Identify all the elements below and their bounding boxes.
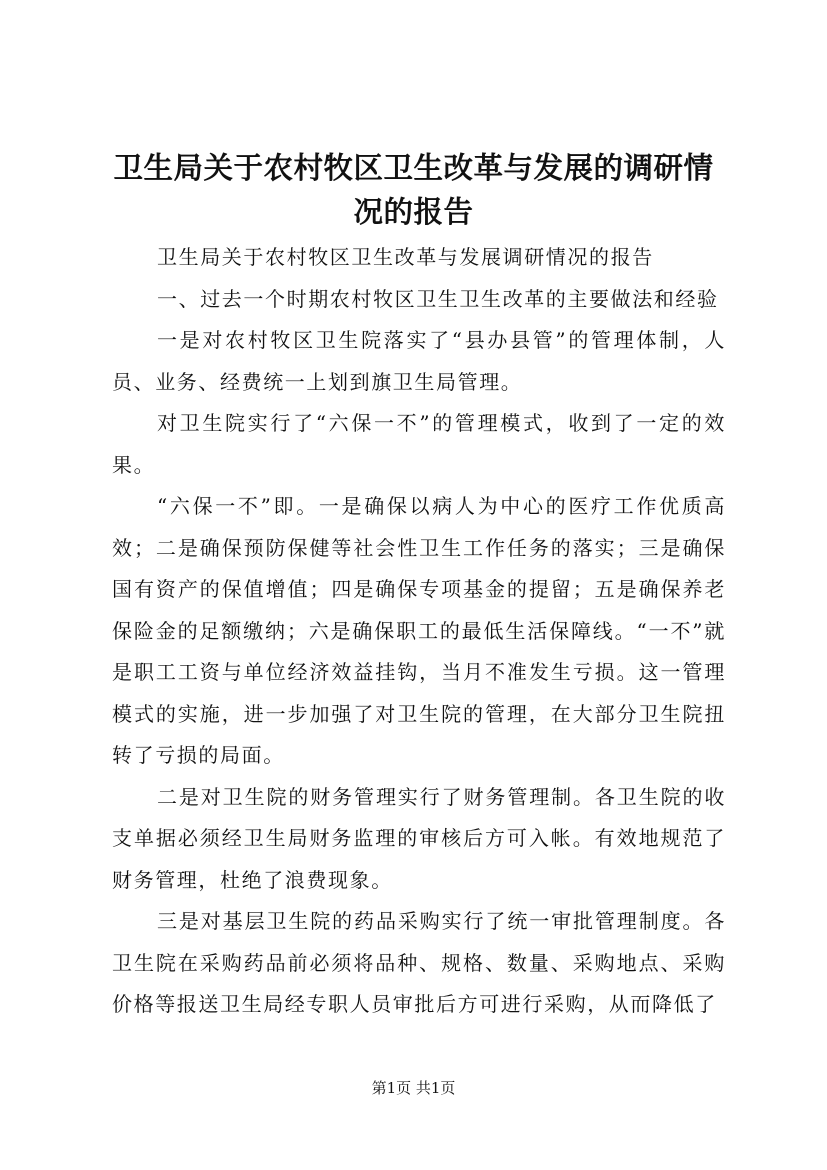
paragraph-subtitle: 卫生局关于农村牧区卫生改革与发展调研情况的报告 [157, 245, 654, 269]
paragraph-1: 一是对农村牧区卫生院落实了“县办县管”的管理体制，人员、业务、经费统一上划到旗卫生局管理。 [112, 328, 726, 394]
paragraph-section-heading: 一、过去一个时期农村牧区卫生卫生改革的主要做法和经验 [157, 286, 719, 311]
paragraph-3: “六保一不”即。一是确保以病人为中心的医疗工作优质高效；二是确保预防保健等社会性卫生工作任务的落实；三是确保国有资产的保值增值；四是确保专项基金的提留；五是确保养老保险金的足额缴纳；六是确保职工的最低生活保障线。“一不”就是职工工资与单位经济效益挂钩，当月不准发生亏损。这一管理模式的实施，进一步加强了对卫生院的管理，在大部分卫生院扭转了亏损的局面。 [112, 494, 726, 767]
document-body [112, 237, 726, 1026]
page-footer: 第1页 共1页 [371, 1079, 456, 1097]
paragraph-4: 二是对卫生院的财务管理实行了财务管理制。各卫生院的收支单据必须经卫生局财务监理的审核后方可入帐。有效地规范了财务管理，杜绝了浪费现象。 [112, 784, 726, 892]
document-title: 卫生局关于农村牧区卫生改革与发展的调研情况的报告 [113, 150, 714, 229]
paragraph-5: 三是对基层卫生院的药品采购实行了统一审批管理制度。各卫生院在采购药品前必须将品种、规格、数量、采购地点、采购价格等报送卫生局经专职人员审批后方可进行采购，从而降低了 [112, 909, 726, 1016]
paragraph-2: 对卫生院实行了“六保一不”的管理模式，收到了一定的效果。 [112, 411, 726, 477]
